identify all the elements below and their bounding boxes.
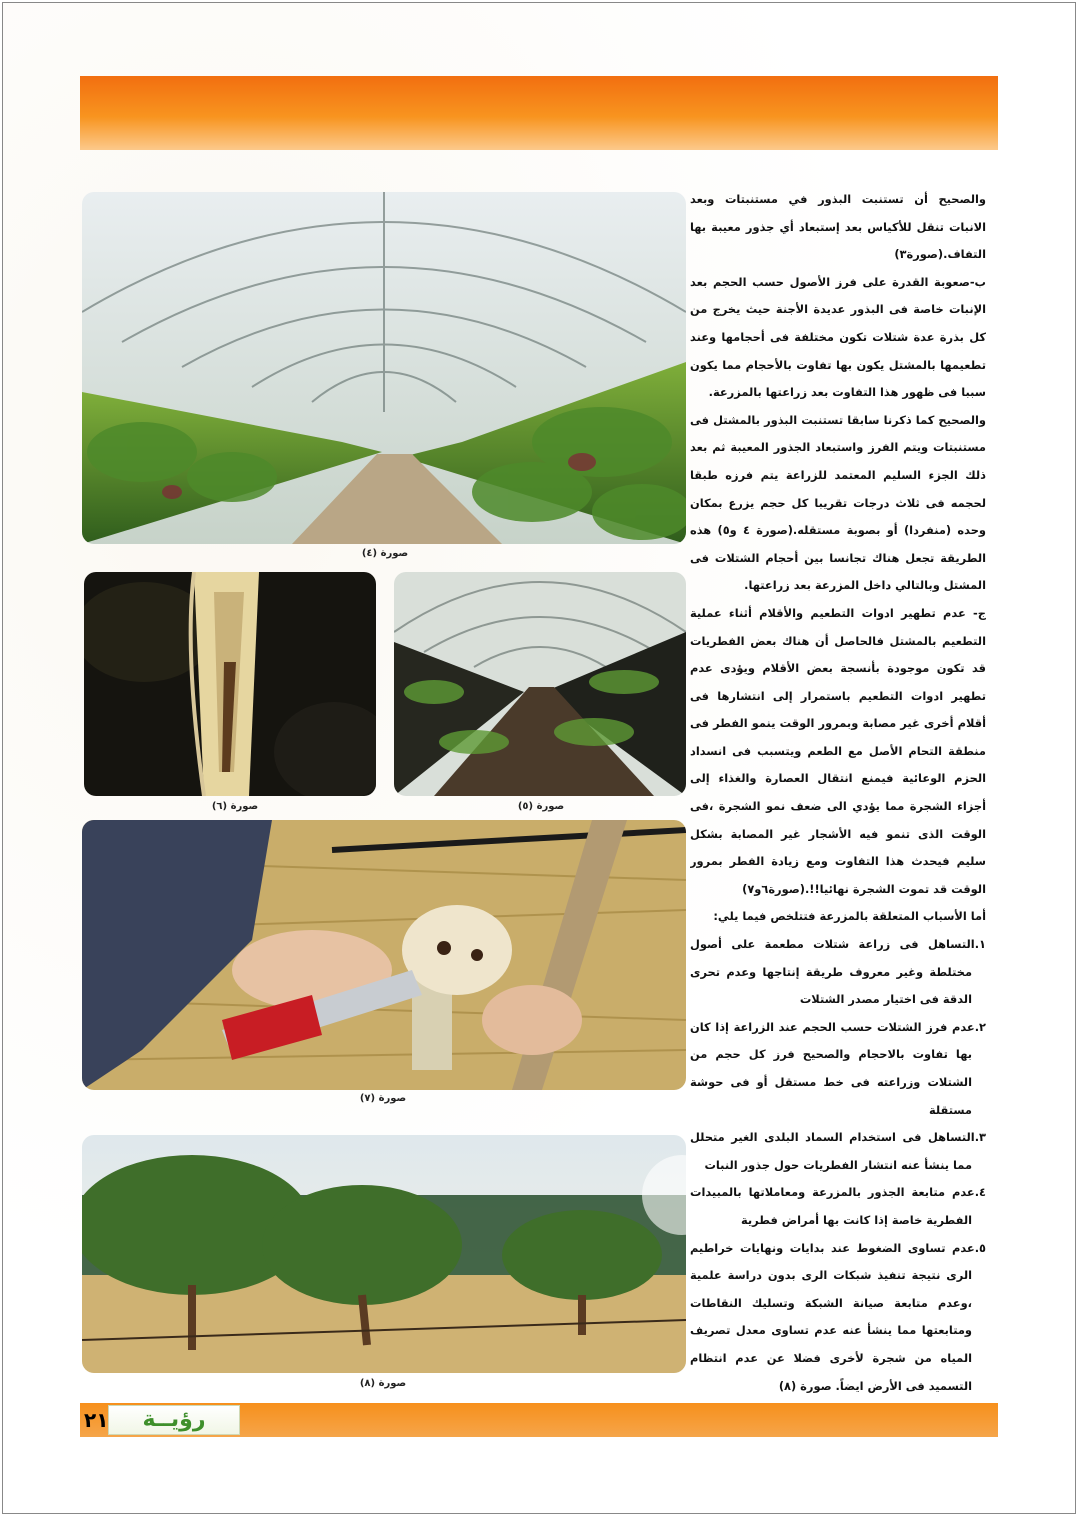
paragraph: ج- عدم تطهير ادوات التطعيم والأقلام أثناء عملية التطعيم بالمشتل فالحاصل أن هناك بعض الفطريات قد تكون موجودة بأنسجة بعض الأقلام ويؤدى عدم تطهير ادوات التطعيم باستمرار إلى انتشارها فى أقلام أخرى غير مصابة وبمرور الوقت ينمو الفطر فى منطقة التحام الأصل مع الطعم ويتسبب فى انسداد الحزم الوعائية فيمنع انتقال العصارة والغذاء إلى أجزاء الشجرة مما يؤدي الى ضعف نمو الشجرة ،فى الوقت الذى تنمو فيه الأشجار غير المصابة بشكل سليم فيحدث هذا التفاوت ومع زيادة الفطر بمرور الوقت قد تموت الشجرة نهائيا!!.(صورة٦و٧): [690, 605, 986, 896]
header-band: [80, 76, 998, 150]
paragraph: ب-صعوبة القدرة على فرز الأصول حسب الحجم بعد الإنبات خاصة فى البذور عديدة الأجنة حيث يخرج من كل بذرة عدة شتلات تكون مختلفة فى أحجامها وعند تطعيمها بالمشتل يكون بها تفاوت بالأحجام مما يكون سببا فى ظهور هذا التفاوت بعد زراعتها بالمزرعة.: [690, 274, 986, 400]
photo-seedlings-greenhouse: [394, 572, 686, 796]
list-item: ٣.التساهل فى استخدام السماد البلدى الغير متحلل مما ينشأ عنه انتشار الفطريات حول جذور النبات: [690, 1130, 986, 1172]
photo-pruning-shears: [82, 820, 686, 1090]
page-number: ٢١: [84, 1408, 109, 1432]
photo-root-section: [84, 572, 376, 796]
paragraph: والصحيح أن تستنبت البذور في مستنبتات وبعد الانبات تنقل للأكياس بعد إستبعاد أي جذور معيبة بها التفاف.(صورة٣): [690, 192, 986, 262]
paragraph: أما الأسباب المتعلقة بالمزرعة فتتلخص فيما يلي:: [713, 909, 986, 924]
article-text: [690, 186, 986, 1401]
list-item: ٢.عدم فرز الشتلات حسب الحجم عند الزراعة إذا كان بها تفاوت بالاحجام والصحيح فرز كل حجم من الشتلات وزراعته فى خط مستقل أو فى حوشة مستقلة: [690, 1019, 986, 1117]
photo-greenhouse-nursery: [82, 192, 686, 544]
paragraph: والصحيح كما ذكرنا سابقا تستنبت البذور بالمشتل فى مستنبتات ويتم الفرز واستبعاد الجذور المعيبة ثم بعد ذلك الجزء السليم المعتمد للزراعة يتم فرزه طبقا لحجمه فى ثلاث درجات تقريبا كل حجم يزرع بمكان وحده (منفردا) أو بصوبة مستقله.(صورة ٤ و٥) هذه الطريقة تجعل هناك تجانسا بين أحجام الشتلات فى المشتل وبالتالي داخل المزرعة بعد زراعتها.: [690, 412, 986, 593]
list-item: ١.التساهل فى زراعة شتلات مطعمة على أصول مختلطة وغير معروف طريقة إنتاجها وعدم تحرى الدقة فى اختيار مصدر الشتلات: [690, 937, 986, 1007]
caption-photo-4: صورة (٤): [361, 548, 409, 559]
logo-text: رؤيــة: [142, 1407, 206, 1432]
list-item: ٤.عدم متابعة الجذور بالمزرعة ومعاملاتها بالمبيدات الفطرية خاصة إذا كانت بها أمراض فطرية: [690, 1185, 986, 1227]
caption-photo-7: صورة (٧): [359, 1093, 407, 1104]
caption-photo-8: صورة (٨): [359, 1378, 407, 1389]
list-item: ٥.عدم تساوى الضغوط عند بدايات ونهايات خراطيم الرى نتيجة تنفيذ شبكات الرى بدون دراسة علمية ،وعدم متابعة صيانة الشبكة وتسليك النقاطات ومتابعتها مما ينشأ عنه عدم تساوى معدل تصريف المياه من شجرة لأخرى فضلا عن عدم انتظام التسميد فى الأرض ايضاً. صورة (٨): [690, 1240, 986, 1393]
caption-photo-6: صورة (٦): [211, 801, 259, 812]
photo-orchard-trees: [82, 1135, 686, 1373]
caption-photo-5: صورة (٥): [517, 801, 565, 812]
magazine-logo: [108, 1405, 240, 1435]
